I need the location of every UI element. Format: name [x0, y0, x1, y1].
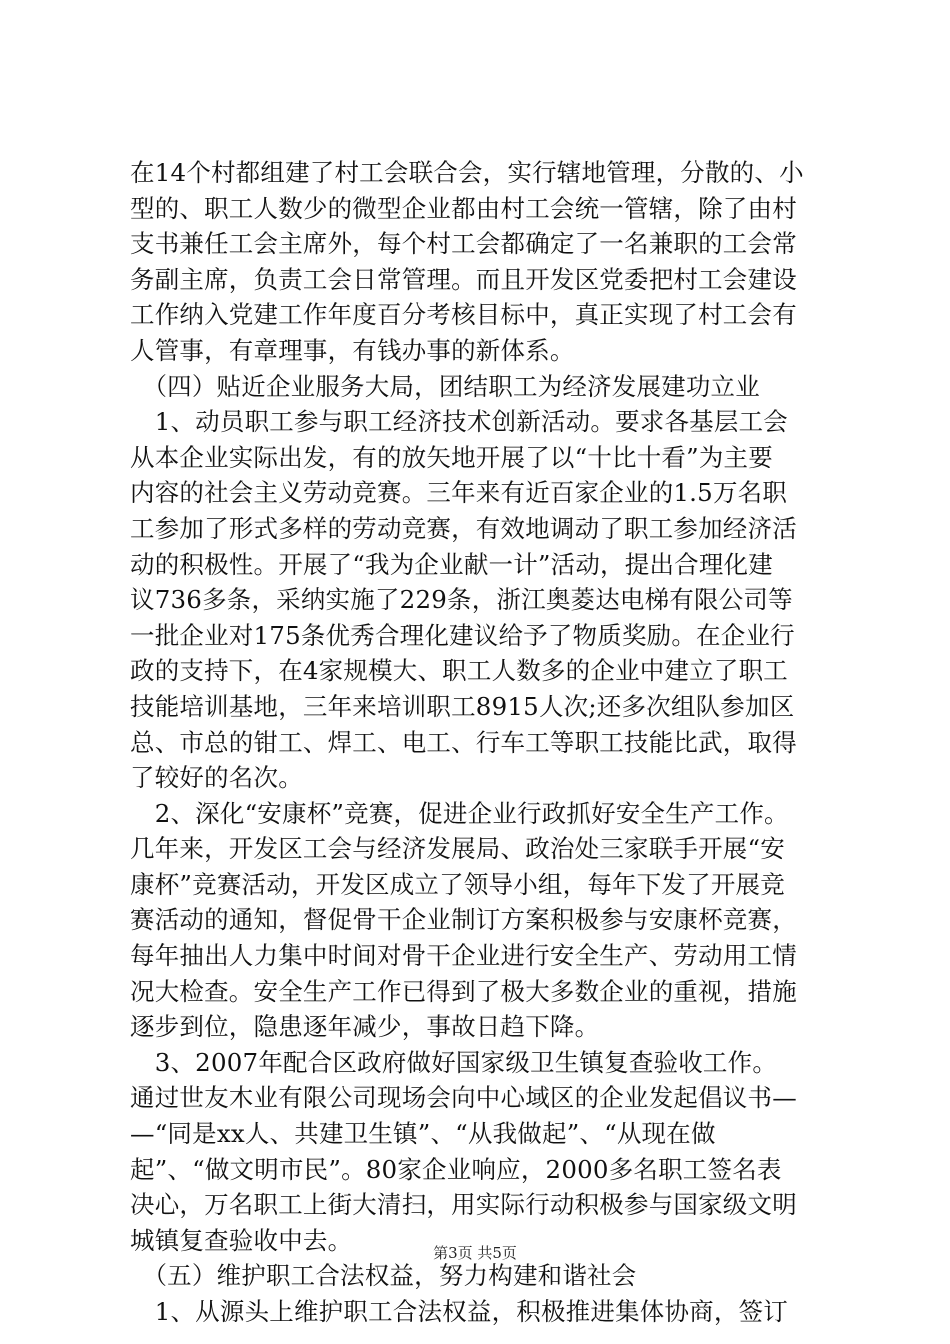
text-line: 一批企业对175条优秀合理化建议给予了物质奖励。在企业行	[130, 620, 795, 650]
text-line: 1、动员职工参与职工经济技术创新活动。要求各基层工会	[130, 407, 788, 437]
text-line: 从本企业实际出发，有的放矢地开展了以“十比十看”为主要	[130, 442, 773, 472]
text-line: 型的、职工人数少的微型企业都由村工会统一管辖，除了由村	[130, 193, 797, 223]
text-line: 务副主席，负责工会日常管理。而且开发区党委把村工会建设	[130, 264, 797, 294]
text-line: 几年来，开发区工会与经济发展局、政治处三家联手开展“安	[130, 834, 785, 864]
text-line: 1、从源头上维护职工合法权益，积极推进集体协商，签订	[130, 1297, 788, 1326]
text-line: —“同是xx人、共建卫生镇”、“从我做起”、“从现在做	[130, 1119, 716, 1149]
section-heading: （四）贴近企业服务大局，团结职工为经济发展建功立业	[130, 371, 760, 401]
text-line: 人管事，有章理事，有钱办事的新体系。	[130, 335, 575, 365]
text-line: 总、市总的钳工、焊工、电工、行车工等职工技能比武，取得	[130, 727, 797, 757]
text-line: 决心，万名职工上街大清扫，用实际行动积极参与国家级文明	[130, 1190, 797, 1220]
text-line: 议736多条，采纳实施了229条，浙江奥菱达电梯有限公司等	[130, 585, 793, 615]
text-line: 逐步到位，隐患逐年减少，事故日趋下降。	[130, 1012, 600, 1042]
text-line: 起”、“做文明市民”。80家企业响应，2000多名职工签名表	[130, 1154, 782, 1184]
text-line: 技能培训基地，三年来培训职工8915人次;还多次组队参加区	[130, 691, 795, 721]
text-line: 工作纳入党建工作年度百分考核目标中，真正实现了村工会有	[130, 300, 797, 330]
page-number-footer: 第3页 共5页	[433, 1244, 517, 1262]
text-line: 政的支持下，在4家规模大、职工人数多的企业中建立了职工	[130, 656, 788, 686]
text-line: 况大检查。安全生产工作已得到了极大多数企业的重视，措施	[130, 976, 797, 1006]
text-line: 赛活动的通知，督促骨干企业制订方案积极参与安康杯竞赛，	[130, 905, 797, 935]
text-line: 工参加了形式多样的劳动竞赛，有效地调动了职工参加经济活	[130, 513, 797, 543]
text-line: 通过世友木业有限公司现场会向中心域区的企业发起倡议书—	[130, 1083, 797, 1113]
text-line: 康杯”竞赛活动，开发区成立了领导小组，每年下发了开展竞	[130, 869, 785, 899]
text-line: 了较好的名次。	[130, 763, 303, 793]
text-line: 城镇复查验收中去。	[130, 1225, 353, 1255]
text-line: 每年抽出人力集中时间对骨干企业进行安全生产、劳动用工情	[130, 941, 797, 971]
text-line: 动的积极性。开展了“我为企业献一计”活动，提出合理化建	[130, 549, 773, 579]
text-line: 内容的社会主义劳动竞赛。三年来有近百家企业的1.5万名职	[130, 478, 788, 508]
text-line: 在14个村都组建了村工会联合会，实行辖地管理，分散的、小	[130, 158, 804, 187]
document-body	[130, 155, 826, 1330]
text-line: 支书兼任工会主席外，每个村工会都确定了一名兼职的工会常	[130, 229, 797, 259]
section-heading: （五）维护职工合法权益，努力构建和谐社会	[130, 1261, 637, 1291]
text-line: 3、2007年配合区政府做好国家级卫生镇复查验收工作。	[130, 1047, 778, 1077]
text-line: 2、深化“安康杯”竞赛，促进企业行政抓好安全生产工作。	[130, 798, 789, 828]
